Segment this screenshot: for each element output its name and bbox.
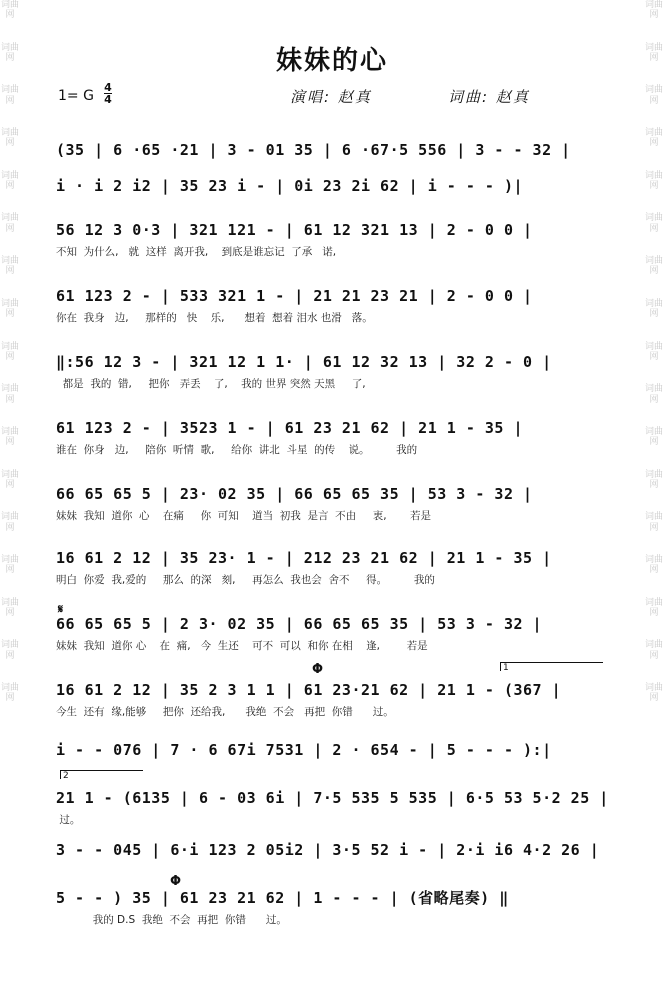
song-title: 妹妹的心 [275,46,388,76]
lyrics [56,201,612,215]
score-line-6 [56,418,612,457]
lyrics: 都是 我的 错, 把你 弄丢 了, 我的 世界 突然 天黑 了, [56,378,366,390]
score-line-8 [56,548,612,587]
notation: 61 123 2 - | 533 321 1 - | 21 21 23 21 | 2 - 0 0 | [56,287,533,305]
score-line-2 [56,176,612,215]
score-line-14 [56,888,612,927]
watermark-right: 词曲网 词曲网 词曲网 词曲网 词曲网 词曲网 词曲网 词曲网 词曲网 词曲网 词曲网 词曲网 词曲网 词曲网 词曲网 词曲网 词曲网 [644,0,663,704]
volta-bracket-1: 1 [500,662,603,671]
notation: 61 123 2 - | 3523 1 - | 61 23 21 62 | 21 1 - 35 | [56,419,524,437]
singer-credit: 演唱: 赵真 [290,88,372,106]
lyrics: 你在 我身 边, 那样的 快 乐, 想着 想着 泪水 也滑 落。 [56,312,373,324]
score-line-5 [56,352,612,391]
score-line-10 [56,680,612,719]
volta-bracket-2: 2 [60,770,143,779]
notation: 21 1 - (6135 | 6 - 03 6i | 7·5 535 5 535 | 6·5 53 5·2 25 | [56,789,609,807]
lyrics: 不知 为什么, 就 这样 离开我, 到底是谁忘记 了承 诺, [56,246,337,258]
composer-credit: 词曲: 赵真 [448,88,530,106]
segno-sign: 𝄋 [58,602,64,616]
coda-sign-end: Φ [170,874,182,889]
notation: i · i 2 i2 | 35 23 i - | 0i 23 2i 62 | i - - - )| [56,177,524,195]
lyrics: 妹妹 我知 道你 心 在痛 你 可知 道当 初我 是言 不由 衷, 若是 [56,510,432,522]
key-signature: 1= G [58,88,94,104]
notation: ‖:56 12 3 - | 321 12 1 1· | 61 12 32 13 | 32 2 - 0 | [56,353,552,371]
notation: 56 12 3 0·3 | 321 121 - | 61 12 321 13 | 2 - 0 0 | [56,221,533,239]
time-signature-bottom: 4 [104,93,112,106]
watermark-left: 词曲网 词曲网 词曲网 词曲网 词曲网 词曲网 词曲网 词曲网 词曲网 词曲网 词曲网 词曲网 词曲网 词曲网 词曲网 词曲网 词曲网 [0,0,19,704]
score-line-12 [56,788,612,827]
time-signature-top: 4 [104,81,112,94]
lyrics: 过。 [56,814,81,826]
notation: 3 - - 045 | 6·i 123 2 05i2 | 3·5 52 i - | 2·i i6 4·2 26 | [56,841,600,859]
time-signature [104,82,112,105]
lyrics: 我的 D.S 我绝 不会 再把 你错 过。 [56,914,287,926]
notation: 66 65 65 5 | 2 3· 02 35 | 66 65 65 35 | 53 3 - 32 | [56,615,543,633]
score-line-7 [56,484,612,523]
lyrics: 今生 还有 缘,能够 把你 还给我, 我绝 不会 再把 你错 过。 [56,706,394,718]
score-line-1 [56,140,612,179]
score-line-4 [56,286,612,325]
lyrics: 谁在 你身 边, 陪你 听情 歌, 给你 讲北 斗星 的传 说。 我的 [56,444,418,456]
notation: 66 65 65 5 | 23· 02 35 | 66 65 65 35 | 53 3 - 32 | [56,485,533,503]
lyrics [56,865,612,879]
score-line-9 [56,614,612,653]
notation: i - - 076 | 7 · 6 67i 7531 | 2 · 654 - | 5 - - - ):| [56,741,552,759]
coda-sign: Φ [312,662,324,677]
notation: 16 61 2 12 | 35 23· 1 - | 212 23 21 62 | 21 1 - 35 | [56,549,552,567]
score-line-13 [56,840,612,879]
lyrics: 明白 你爱 我,爱的 那么 的深 刻, 再怎么 我也会 舍不 得。 我的 [56,574,435,586]
lyrics: 妹妹 我知 道你 心 在 痛, 今 生还 可不 可以 和你 在相 逢, 若是 [56,640,428,652]
notation: 5 - - ) 35 | 61 23 21 62 | 1 - - - | (省略尾奏) ‖ [56,889,509,907]
score-line-3 [56,220,612,259]
notation: 16 61 2 12 | 35 2 3 1 1 | 61 23·21 62 | 21 1 - (367 | [56,681,562,699]
notation: (35 | 6 ·65 ·21 | 3 - 01 35 | 6 ·67·5 556 | 3 - - 32 | [56,141,571,159]
